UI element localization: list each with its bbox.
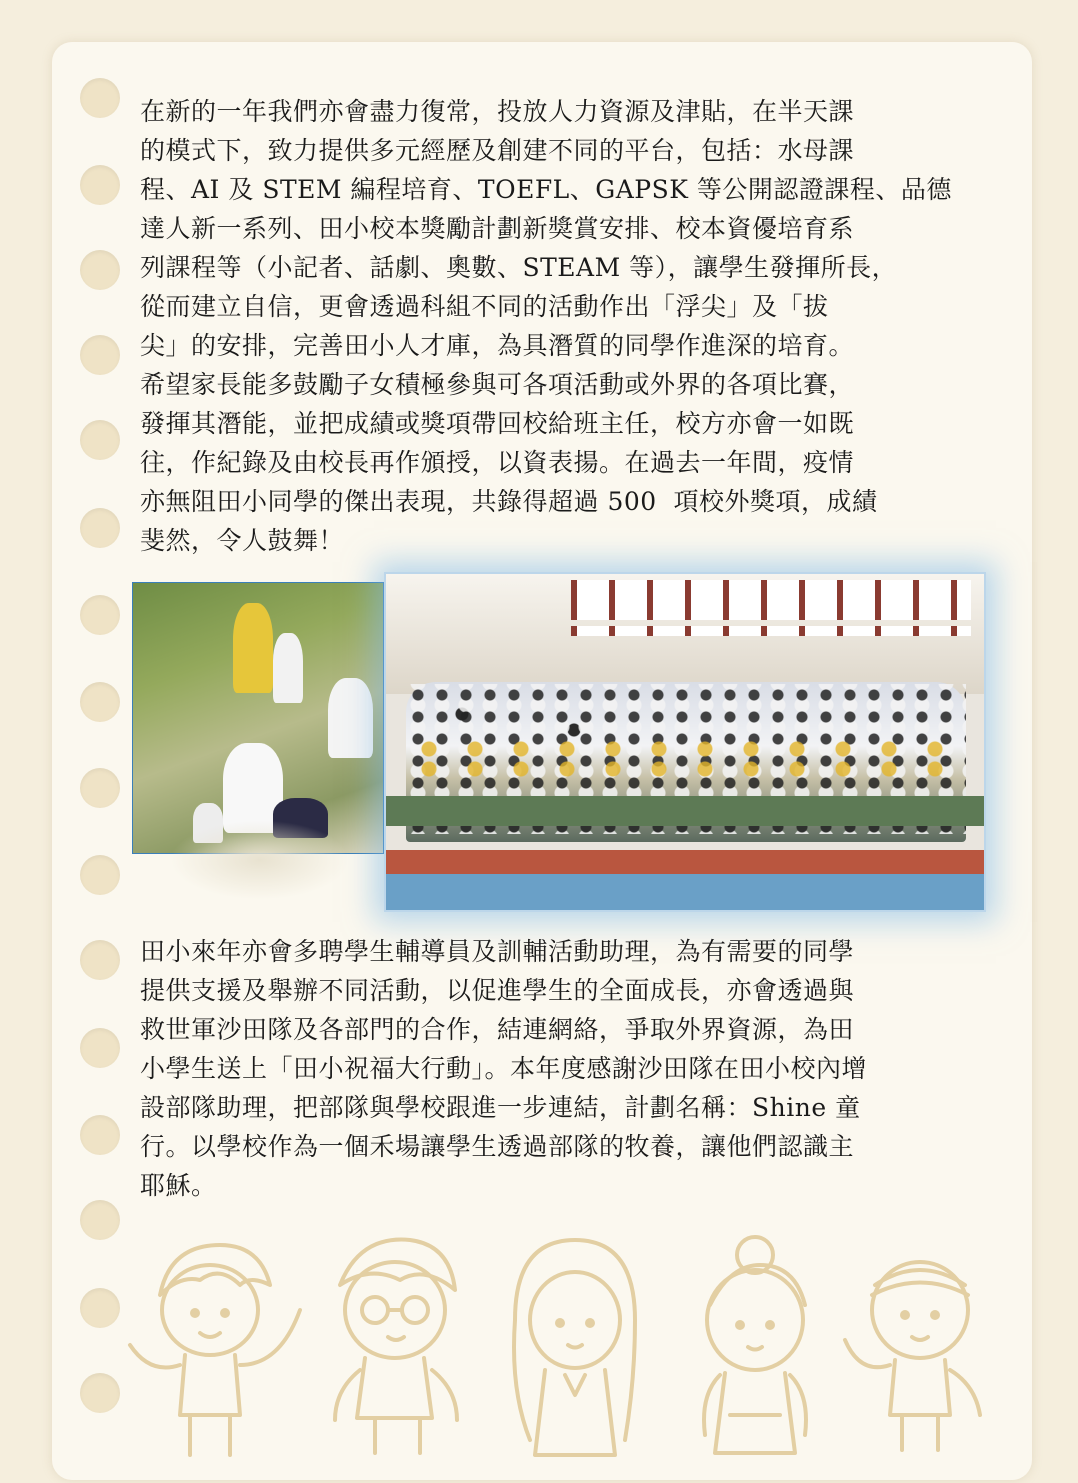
binder-ring-icon <box>80 420 120 460</box>
binder-ring-icon <box>80 1115 120 1155</box>
cartoon-children-doodle <box>120 1225 1000 1465</box>
article-paragraph-2: 田小來年亦會多聘學生輔導員及訓輔活動助理，為有需要的同學 提供支援及舉辦不同活動，以促進學生的全面成長，亦會透過與 救世軍沙田隊及各部門的合作，結連網絡，爭取外界資源，為田 小學生送上「田小祝福大行動」。本年度感謝沙田隊在田小校內增 設部隊助理，把部隊與學校跟進一步連結，計劃名稱：Shine 童 行。以學校作為一個禾場讓學生透過部隊的牧養，讓他們認識主 耶穌。 <box>140 937 868 1200</box>
binder-ring-icon <box>80 335 120 375</box>
article-paragraph-1: 在新的一年我們亦會盡力復常，投放人力資源及津貼，在半天課 的模式下，致力提供多元經歷及創建不同的平台，包括：水母課 程、AI 及 STEM 編程培育、TOEFL、GAPSK 等公開認證課程、品德 達人新一系列、田小校本獎勵計劃新獎賞安排、校本資優培育系 列課程等（小記者、話劇、奧數、STEAM 等），讓學生發揮所長， 從而建立自信，更會透過科組不同的活動作出「浮尖」及「拔 尖」的安排，完善田小人才庫，為具潛質的同學作進深的培育。 希望家長能多鼓勵子女積極參與可各項活動或外界的各項比賽， 發揮其潛能，並把成績或獎項帶回校給班主任，校方亦會一如既 往，作紀錄及由校長再作頒授，以資表揚。在過去一年間，疫情 亦無阻田小同學的傑出表現，共錄得超過 500 項校外獎項，成績 斐然，令人鼓舞！ <box>140 97 952 555</box>
binder-ring-icon <box>80 165 120 205</box>
binder-ring-icon <box>80 595 120 635</box>
binder-ring-icon <box>80 1288 120 1328</box>
binder-ring-icon <box>80 1373 120 1413</box>
binder-ring-icon <box>80 1028 120 1068</box>
photo-fade-overlay <box>170 820 350 900</box>
binder-ring-icon <box>80 1200 120 1240</box>
binder-ring-icon <box>80 768 120 808</box>
binder-ring-icon <box>80 508 120 548</box>
binder-ring-icon <box>80 940 120 980</box>
binder-ring-icon <box>80 78 120 118</box>
binder-ring-icon <box>80 855 120 895</box>
binder-ring-icon <box>80 682 120 722</box>
group-photo-students-on-court <box>384 572 986 912</box>
binder-ring-icon <box>80 250 120 290</box>
students-outdoor-activity-photo <box>132 582 384 854</box>
